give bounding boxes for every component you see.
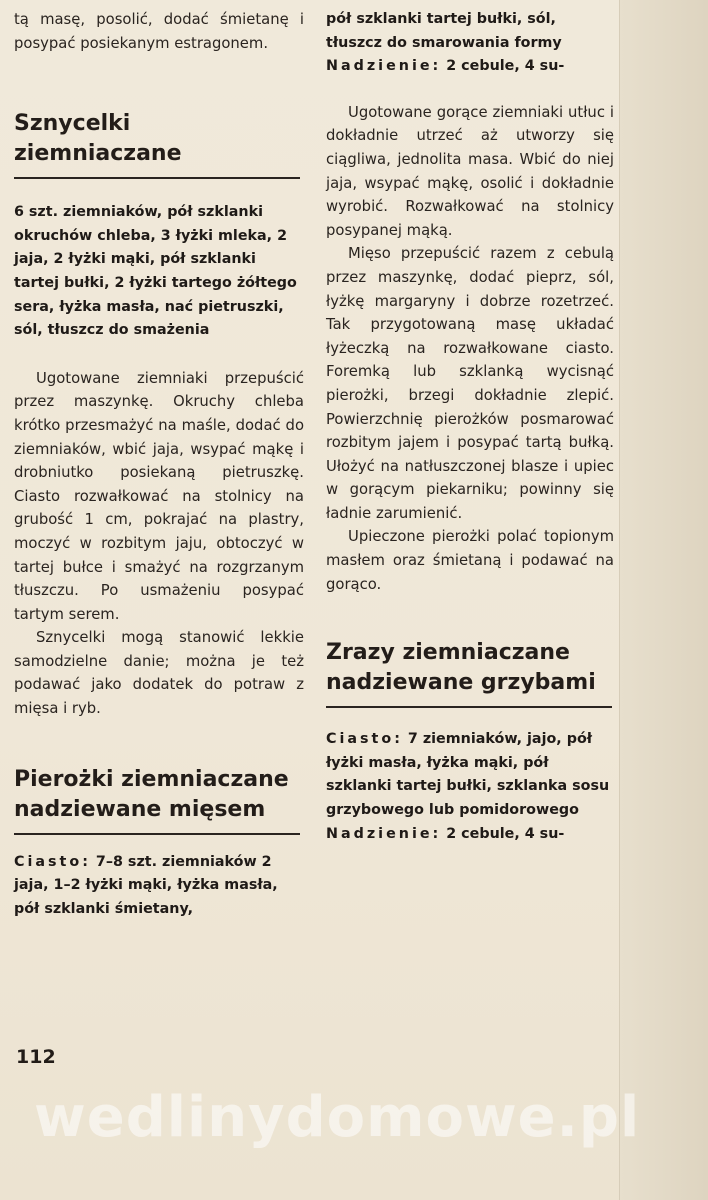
filling-pierozki: [326, 55, 614, 79]
title-rule: [14, 833, 300, 835]
watermark: wedlinydomowe.pl: [34, 1085, 641, 1150]
filling-text: 2 cebule, 4 su-: [441, 825, 565, 842]
intro-text: tą masę, posolić, dodać śmietanę i posypać posiekanym estragonem.: [14, 11, 304, 52]
left-column: [14, 0, 304, 921]
continued-ingredients: pół szklanki tartej bułki, sól, tłuszcz do smarowania formy: [326, 11, 562, 51]
dough-label: Ciasto:: [326, 731, 403, 748]
page-number: 112: [16, 1046, 56, 1068]
method-pierozki-2: Mięso przepuścić razem z cebulą przez maszynkę, dodać pieprz, sól, łyżkę margaryny i dobrze rozetrzeć. Tak przygotowaną masę układać łyżeczką na rozwałkowane ciasto. Foremką lub szklanką wycisnąć pierożki, brzegi dokładnie zlepić. Powierzchnię pierożków posmarować rozbitym jajem i posypać tartą bułką. Ułożyć na natłuszczonej blasze i upiec w gorącym piekarniku; powinny się ładnie zarumienić.: [326, 245, 614, 522]
recipe-title-zrazy: Zrazy ziemniaczane nadziewane grzybami: [326, 640, 596, 696]
dough-pierozki: [14, 851, 304, 922]
method-pierozki-3: Upieczone pierożki polać topionym masłem oraz śmietaną i podawać na gorąco.: [326, 528, 614, 593]
filling-zrazy: [326, 823, 614, 847]
page-edge-shadow: [619, 0, 708, 1200]
recipe-title-sznycelki: Sznycelki ziemniaczane: [14, 111, 182, 167]
dough-text: 7–8 szt. ziemniaków 2 jaja, 1–2 łyżki mąki, łyżka masła, pół szklanki śmietany,: [14, 853, 278, 917]
right-column: [326, 0, 614, 846]
filling-text: 2 cebule, 4 su-: [441, 58, 565, 75]
filling-label: Nadzienie:: [326, 825, 442, 842]
method-sznycelki-1: Ugotowane ziemniaki przepuścić przez maszynkę. Okruchy chleba krótko przesmażyć na maśle, dodać do ziemniaków, wbić jaja, wsypać mąkę i drobniutko posiekaną pietruszkę. Ciasto rozwałkować na stolnicy na grubość 1 cm, pokrajać na plastry, moczyć w rozbitym jaju, obtoczyć w tartej bułce i smażyć na rozgrzanym tłuszczu. Po usmażeniu posypać tartym serem.: [14, 369, 304, 623]
filling-label: Nadzienie:: [326, 58, 442, 75]
title-rule: [326, 706, 612, 708]
recipe-title-pierozki: Pierożki ziemniaczane nadziewane mięsem: [14, 766, 289, 822]
method-pierozki-1: Ugotowane gorące ziemniaki utłuc i dokładnie utrzeć aż utworzy się ciągliwa, jednolita masa. Wbić do niej jaja, wsypać mąkę, osolić i dokładnie wyrobić. Rozwałkować na stolnicy posypanej mąką.: [326, 103, 614, 239]
dough-text: 7 ziemniaków, jajo, pół łyżki masła, łyżka mąki, pół szklanki tartej bułki, szklanka sosu grzybowego lub pomidorowego: [326, 731, 610, 819]
dough-label: Ciasto:: [14, 853, 91, 870]
method-sznycelki-2: Sznycelki mogą stanowić lekkie samodzielne danie; można je też podawać jako dodatek do potraw z mięsa i ryb.: [14, 629, 304, 718]
title-rule: [14, 177, 300, 179]
ingredients-sznycelki: 6 szt. ziemniaków, pół szklanki okruchów chleba, 3 łyżki mleka, 2 jaja, 2 łyżki mąki, pół szklanki tartej bułki, 2 łyżki tartego żółtego sera, łyżka masła, nać pietruszki, sól, tłuszcz do smażenia: [14, 204, 297, 339]
dough-zrazy: [326, 728, 614, 822]
